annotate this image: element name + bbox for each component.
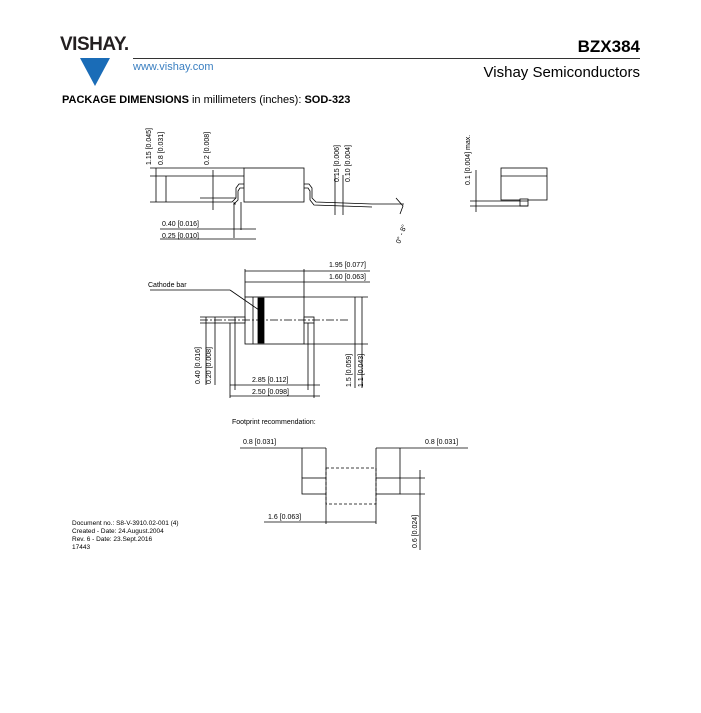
dim-total-len-max: 2.85 [0.112] (252, 377, 289, 384)
dim-lead-thk-max: 0.15 [0.006] (334, 145, 341, 182)
section-title-units: in millimeters (inches): (188, 94, 305, 106)
dim-lead-w-min: 0.20 [0.008] (206, 347, 213, 384)
dim-total-height: 1.15 [0.045] (146, 128, 153, 165)
dim-lead-len-max: 0.40 [0.016] (162, 221, 199, 228)
dim-lead-w-max: 0.40 [0.016] (195, 347, 202, 384)
doc-code: 17443 (72, 544, 91, 551)
cathode-bar (258, 298, 264, 343)
dim-width-min: 1.1 [0.043] (358, 353, 365, 387)
dim-body-height: 0.8 [0.031] (158, 131, 165, 165)
pad-left (302, 478, 326, 494)
pad-right (376, 478, 400, 494)
dim-angle: 0° - 8° (395, 223, 409, 245)
website-link[interactable]: www.vishay.com (133, 61, 214, 73)
section-title-bold: PACKAGE DIMENSIONS (62, 94, 189, 106)
dim-lead-thk-min: 0.10 [0.004] (345, 145, 352, 182)
cathode-label: Cathode bar (148, 282, 187, 289)
dim-body-len-min: 1.60 [0.063] (329, 274, 366, 281)
side-lead-left (150, 184, 244, 202)
document-info (72, 520, 179, 552)
doc-revision: Rev. 6 - Date: 23.Sept.2016 (72, 536, 153, 543)
side-lead-right (304, 184, 372, 204)
side-body (244, 168, 304, 202)
footprint-title: Footprint recommendation: (232, 419, 316, 426)
dim-body-len-max: 1.95 [0.077] (329, 262, 366, 269)
dim-lead-len-min: 0.25 [0.010] (162, 233, 199, 240)
dim-pad-left: 0.8 [0.031] (243, 439, 277, 446)
part-number: BZX384 (577, 37, 640, 56)
doc-number: Document no.: S8-V-3910.02-001 (4) (72, 520, 179, 527)
doc-created: Created - Date: 24.August.2004 (72, 528, 164, 535)
section-title-package: SOD-323 (304, 94, 351, 106)
dim-gap: 1.6 [0.063] (268, 514, 302, 521)
end-body (501, 168, 547, 200)
logo-text: VISHAY. (60, 34, 129, 55)
dim-end-max: 0.1 [0.004] max. (465, 134, 472, 185)
dim-pad-right: 0.8 [0.031] (425, 439, 459, 446)
dim-pad-h: 0.6 [0.024] (412, 514, 419, 548)
dim-total-len-min: 2.50 [0.098] (252, 389, 289, 396)
dim-standoff: 0.2 [0.008] (204, 131, 211, 165)
company-name: Vishay Semiconductors (483, 64, 640, 81)
footprint-outline (326, 468, 376, 504)
top-body (245, 297, 304, 344)
dim-width-max: 1.5 [0.059] (346, 353, 353, 387)
